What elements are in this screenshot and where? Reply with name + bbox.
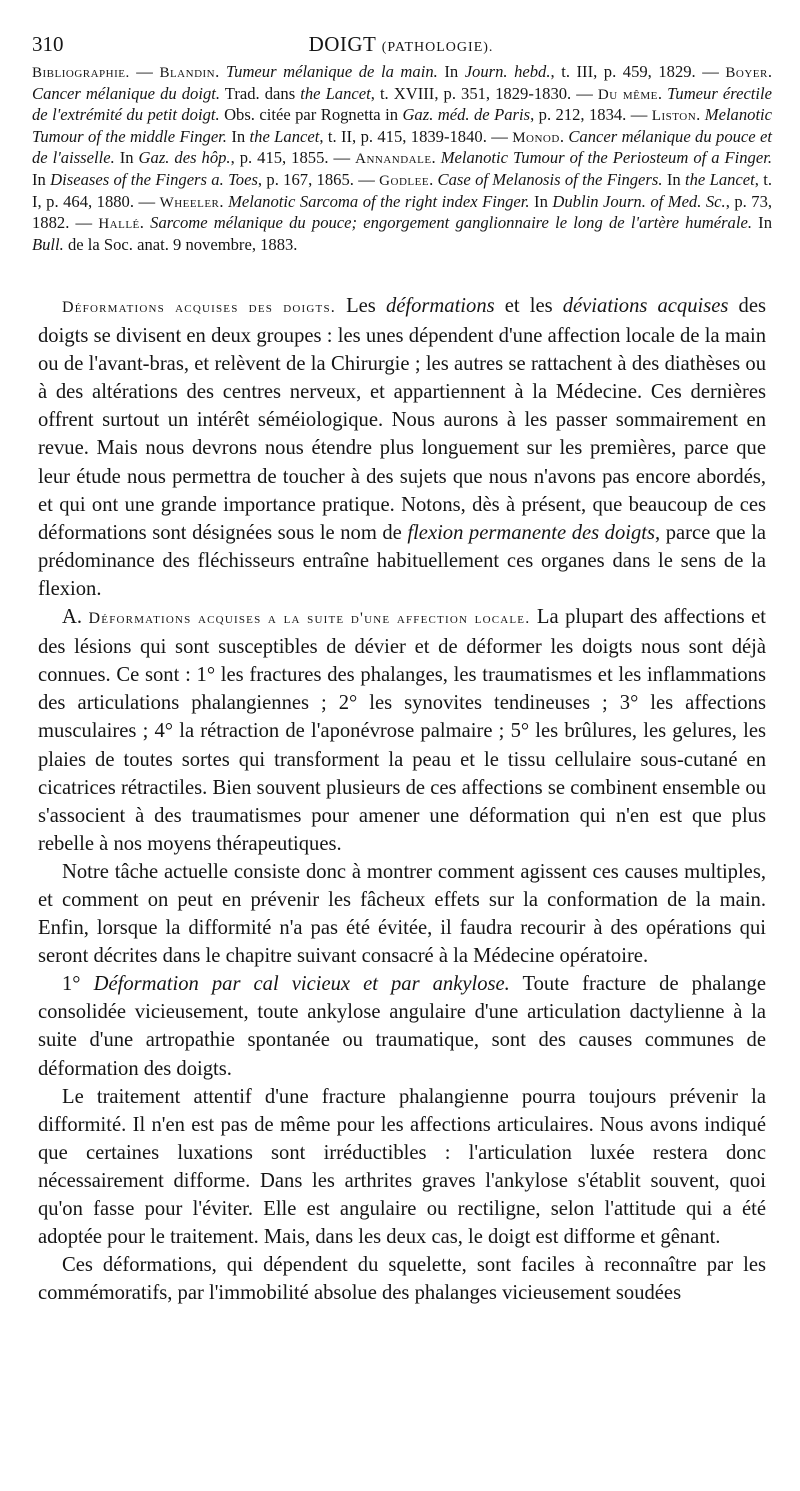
emphasis: flexion permanente des doigts: [407, 521, 656, 544]
section-marker: A.: [62, 606, 83, 629]
citation-author: Godlee: [379, 172, 430, 189]
section-heading: Déformations acquises des doigts.: [62, 299, 336, 316]
citation-author: Hallé: [98, 216, 140, 233]
citation-journal: Gaz. méd. de Paris: [402, 105, 531, 125]
citation-title: Melanotic Tumour of the Periosteum of a Finger.: [440, 148, 772, 168]
citation-author: Annandale: [355, 151, 432, 168]
section-marker: 1°: [62, 973, 81, 996]
emphasis: déviations acquises: [562, 295, 729, 317]
citation-author: Monod: [512, 129, 560, 146]
main-text: [38, 292, 766, 1307]
citation-author: Boyer: [725, 65, 768, 81]
paragraph-section-a: A. Déformations acquises a la suite d'une affection locale. La plupart des affections et des lésions qui sont susceptibles de dévier et de déformer les doigts nous sont déjà connues. Ce sont : 1° les fractures des phalanges, les traumatismes et les inflammations des articulations phalangiennes ; 2° les synovites tendineuses ; 3° les affections musculaires ; 4° la rétraction de l'aponévrose palmaire ; 5° les brûlures, les gelures, les plaies de toutes sortes qui transforment la peau et le tissu cellulaire sous-cutané en cicatrices rétractiles. Bien souvent plusieurs de ces affections se combinent ensemble ou s'associent à des traumatismes pour amener une déformation qui n'en est que plus rebelle à nos moyens thérapeutiques.: [38, 606, 766, 855]
page-title: [32, 32, 770, 57]
paragraph-section-1: 1° Déformation par cal vicieux et par ankylose. Toute fracture de phalange consolidée vicieusement, toute ankylose angulaire d'une articulation dactylienne à la suite d'une artropathie spontanée ou traumatique, sont des causes communes de déformation des doigts.: [38, 973, 766, 1080]
page-title-main: DOIGT: [308, 32, 377, 56]
citation-author: Wheeler: [159, 194, 220, 211]
citation-author: Du même: [597, 86, 658, 103]
citation-journal: Gaz. des hôp.: [138, 148, 231, 168]
paragraph-deformations: Déformations acquises des doigts. Les déformations et les déviations acquises des doigts se divisent en deux groupes : les unes dépendent d'une affection locale de la main ou de l'avant-bras, et relèvent de la Chirurgie ; les autres se rattachent à des diathèses ou à des altérations des centres nerveux, et appartiennent à la Médecine. Ces dernières offrent surtout un intérêt séméiologique. Nous aurons à les passer sommairement en revue. Mais nous devrons nous étendre plus longuement sur les premières, parce que leur étude nous permettra de toucher à des sujets que nous n'avons pas encore abordés, et qui ont une grande importance pratique. Notons, dès à présent, que beaucoup de ces déformations sont désignées sous le nom de flexion permanente des doigts, parce que la prédominance des fléchisseurs entraîne habituellement ces organes dans le sens de la flexion.: [38, 295, 766, 600]
citation-author: Liston: [651, 108, 697, 125]
paragraph-tache: Notre tâche actuelle consiste donc à montrer comment agissent ces causes multiples, et comment on peut en prévenir les fâcheux effets sur la conformation de la main. Enfin, lorsque la difformité n'a pas été évitée, il faudra recourir à des opérations qui seront décrites dans le chapitre suivant consacré à la Médecine opératoire.: [38, 860, 766, 968]
citation-title: Tumeur érectile de l'extrémité du petit doigt.: [32, 83, 773, 125]
section-heading: Déformations acquises a la suite d'une affection locale.: [88, 610, 531, 628]
section-heading: Déformation par cal vicieux et par ankylose.: [93, 973, 510, 996]
citation-journal: the Lancet: [249, 126, 320, 146]
page-number: 310: [32, 32, 64, 56]
citation-title: Cancer mélanique du pouce et de l'aisselle.: [32, 126, 772, 168]
citation-journal: Bull.: [32, 234, 64, 254]
citation-title: Tumeur mélanique de la main.: [225, 62, 438, 81]
citation-title: Case of Melanosis of the Fingers.: [437, 169, 663, 189]
bibliography-label: Bibliographie.: [32, 65, 130, 81]
bibliography-paragraph: Bibliographie. — Blandin. Tumeur mélanique de la main. In Journ. hebd., t. III, p. 459, 1829. — Boyer. Cancer mélanique du doigt. Trad. dans the Lancet, t. XVIII, p. 351, 1829-1830. — Du même. Tumeur érectile de l'extrémité du petit doigt. Obs. citée par Rognetta in Gaz. méd. de Paris, p. 212, 1834. — Liston. Melanotic Tumour of the middle Finger. In the Lancet, t. II, p. 415, 1839-1840. — Monod. Cancer mélanique du pouce et de l'aisselle. In Gaz. des hôp., p. 415, 1855. — Annandale. Melanotic Tumour of the Periosteum of a Finger. In Diseases of the Fingers a. Toes, p. 167, 1865. — Godlee. Case of Melanosis of the Fingers. In the Lancet, t. I, p. 464, 1880. — Wheeler. Melanotic Sarcoma of the right index Finger. In Dublin Journ. of Med. Sc., p. 73, 1882. — Hallé. Sarcome mélanique du pouce; engorgement ganglionnaire le long de l'artère humérale. In Bull. de la Soc. anat. 9 novembre, 1883.: [32, 62, 773, 254]
emphasis: déformations: [385, 295, 495, 317]
citation-journal: Diseases of the Fingers a. Toes: [50, 169, 258, 189]
paragraph-traitement: Le traitement attentif d'une fracture phalangienne pourra toujours prévenir la difformité. Il n'en est pas de même pour les affections articulaires. Nous avons indiqué que certaines luxations sont irréductibles : l'articulation luxée restera donc nécessairement difforme. Dans les arthrites graves l'ankylose s'établit souvent, quoi qu'on fasse pour l'éviter. Elle est angulaire ou rectiligne, selon l'attitude qui a été adoptée pour le traitement. Mais, dans les deux cas, le doigt est difforme et gênant.: [38, 1085, 766, 1249]
citation-journal: Journ. hebd.: [464, 62, 551, 81]
citation-title: Sarcome mélanique du pouce; engorgement ganglionnaire le long de l'artère humérale.: [150, 213, 752, 233]
citation-journal: the Lancet: [684, 169, 755, 189]
citation-author: Blandin: [159, 65, 216, 81]
citation-title: Melanotic Sarcoma of the right index Finger.: [228, 191, 530, 211]
citation-journal: the Lancet: [300, 83, 371, 103]
paragraph-ces-deformations: Ces déformations, qui dépendent du squelette, sont faciles à reconnaître par les commémoratifs, par l'immobilité absolue des phalanges vicieusement soudées: [38, 1254, 766, 1305]
running-head: [32, 28, 770, 62]
citation-title: Melanotic Tumour of the middle Finger.: [32, 105, 773, 146]
page-title-sub: (PATHOLOGIE).: [381, 40, 494, 55]
citation-title: Cancer mélanique du doigt.: [32, 83, 221, 103]
citation-journal: Dublin Journ. of Med. Sc.: [552, 191, 726, 211]
